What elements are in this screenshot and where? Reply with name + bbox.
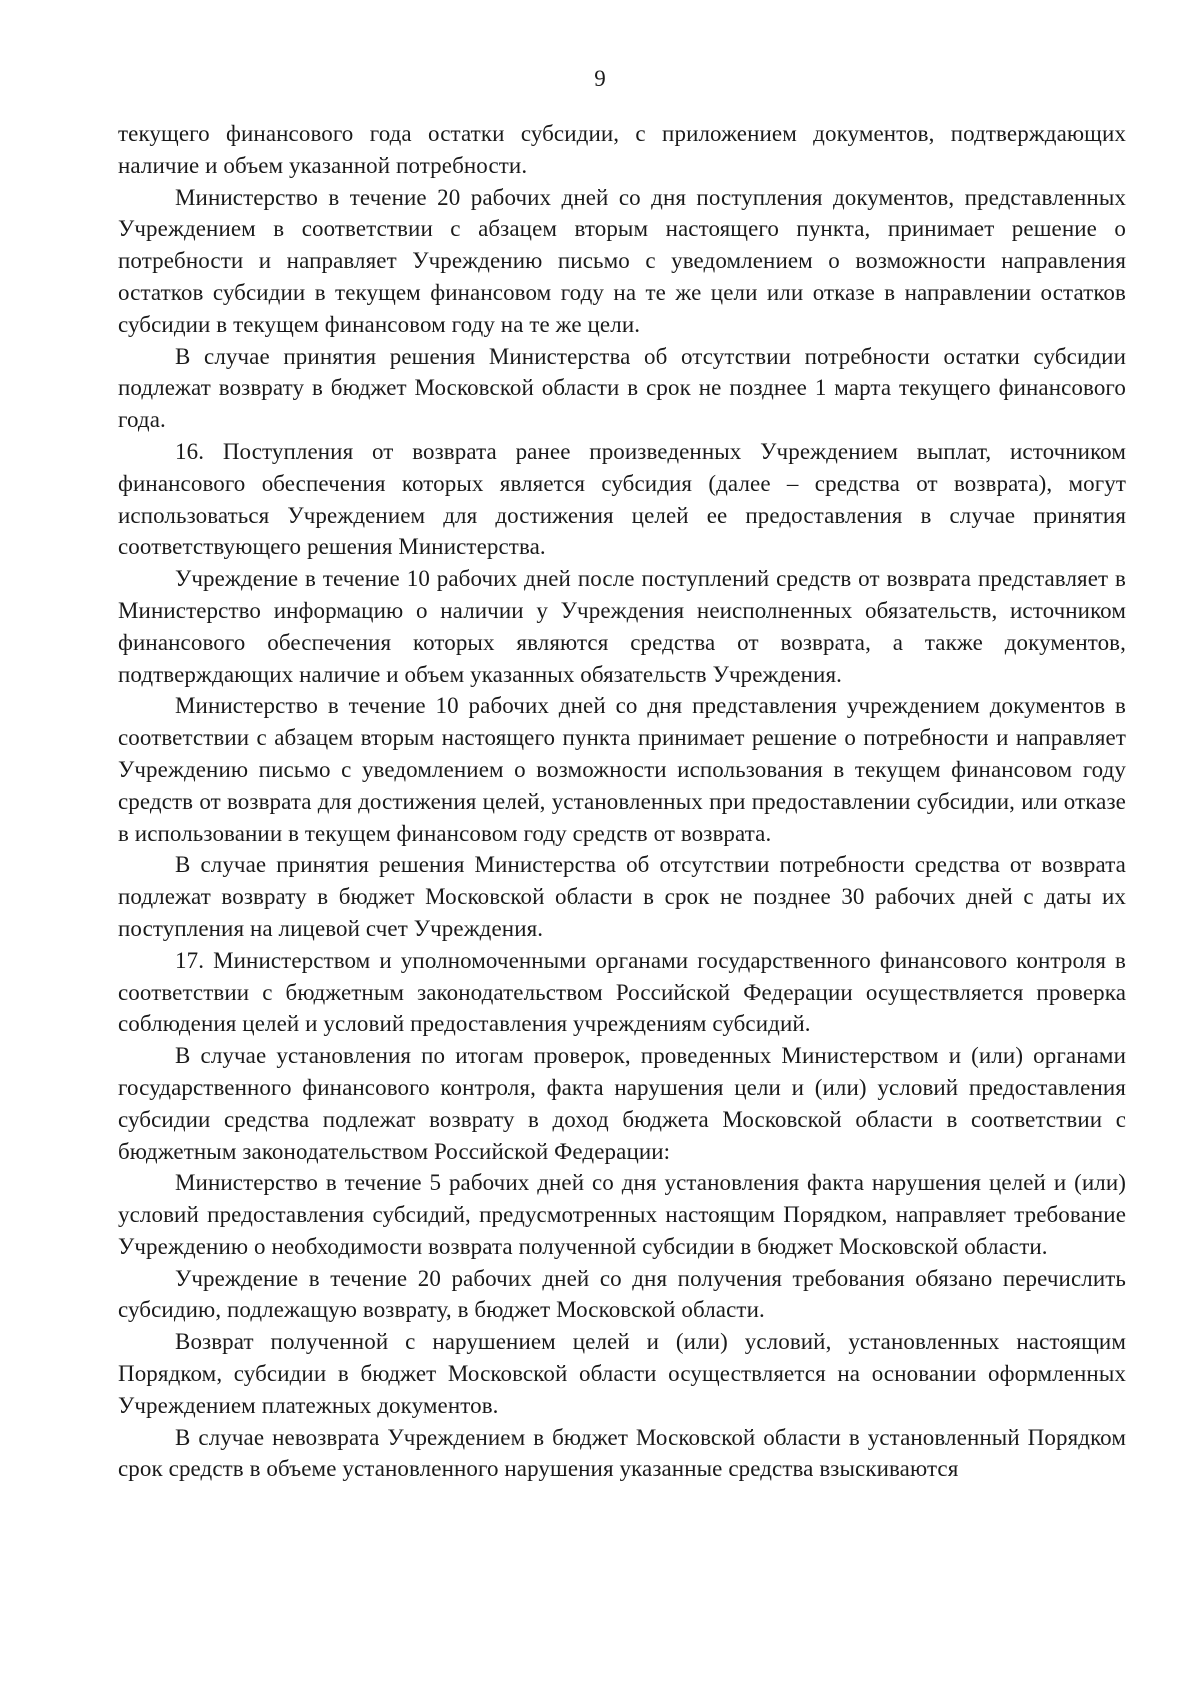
paragraph: В случае установления по итогам проверок, проведенных Министерством и (или) органами государственного финансового контроля, факта нарушения цели и (или) условий предоставления субсидии средства подлежат возврату в доход бюджета Московской области в соответствии с бюджетным законодательством Российской Федерации: [118, 1043, 1126, 1164]
paragraph-continuation: текущего финансового года остатки субсидии, с приложением документов, подтверждающих наличие и объем указанной потребности. [118, 121, 1126, 178]
paragraph-item-17: 17. Министерством и уполномоченными органами государственного финансового контроля в соответствии с бюджетным законодательством Российской Федерации осуществляется проверка соблюдения целей и условий предоставления учреждениям субсидий. [118, 947, 1126, 1037]
paragraph: Министерство в течение 20 рабочих дней со дня поступления документов, представленных Учреждением в соответствии с абзацем вторым настоящего пункта, принимает решение о потребности и направляет Учреждению письмо с уведомлением о возможности направления остатков субсидии в текущем финансовом году на те же цели или отказе в направлении остатков субсидии в текущем финансовом году на те же цели. [118, 184, 1126, 337]
paragraph: В случае невозврата Учреждением в бюджет Московской области в установленный Порядком срок средств в объеме установленного нарушения указанные средства взыскиваются [118, 1424, 1126, 1482]
paragraph: Учреждение в течение 20 рабочих дней со дня получения требования обязано перечислить субсидию, подлежащую возврату, в бюджет Московской области. [118, 1265, 1126, 1323]
page-number: 9 [594, 66, 606, 91]
paragraph: Учреждение в течение 10 рабочих дней после поступлений средств от возврата представляет в Министерство информацию о наличии у Учреждения неисполненных обязательств, источником финансового обеспечения которых являются средства от возврата, а также документов, подтверждающих наличие и объем указанных обязательств Учреждения. [118, 566, 1126, 687]
paragraph: Министерство в течение 10 рабочих дней со дня представления учреждением документов в соответствии с абзацем вторым настоящего пункта принимает решение о потребности и направляет Учреждению письмо с уведомлением о возможности использования в текущем финансовом году средств от возврата для достижения целей, установленных при предоставлении субсидии, или отказе в использовании в текущем финансовом году средств от возврата. [118, 693, 1126, 846]
document-body [118, 118, 1126, 1485]
paragraph: Министерство в течение 5 рабочих дней со дня установления факта нарушения целей и (или) условий предоставления субсидий, предусмотренных настоящим Порядком, направляет требование Учреждению о необходимости возврата полученной субсидии в бюджет Московской области. [118, 1170, 1126, 1259]
paragraph: В случае принятия решения Министерства об отсутствии потребности остатки субсидии подлежат возврату в бюджет Московской области в срок не позднее 1 марта текущего финансового года. [118, 343, 1126, 433]
paragraph: Возврат полученной с нарушением целей и (или) условий, установленных настоящим Порядком, субсидии в бюджет Московской области осуществляется на основании оформленных Учреждением платежных документов. [118, 1329, 1126, 1418]
paragraph-item-16: 16. Поступления от возврата ранее произведенных Учреждением выплат, источником финансового обеспечения которых является субсидия (далее – средства от возврата), могут использоваться Учреждением для достижения целей ее предоставления в случае принятия соответствующего решения Министерства. [118, 438, 1126, 560]
paragraph: В случае принятия решения Министерства об отсутствии потребности средства от возврата подлежат возврату в бюджет Московской области в срок не позднее 30 рабочих дней с даты их поступления на лицевой счет Учреждения. [118, 852, 1126, 941]
